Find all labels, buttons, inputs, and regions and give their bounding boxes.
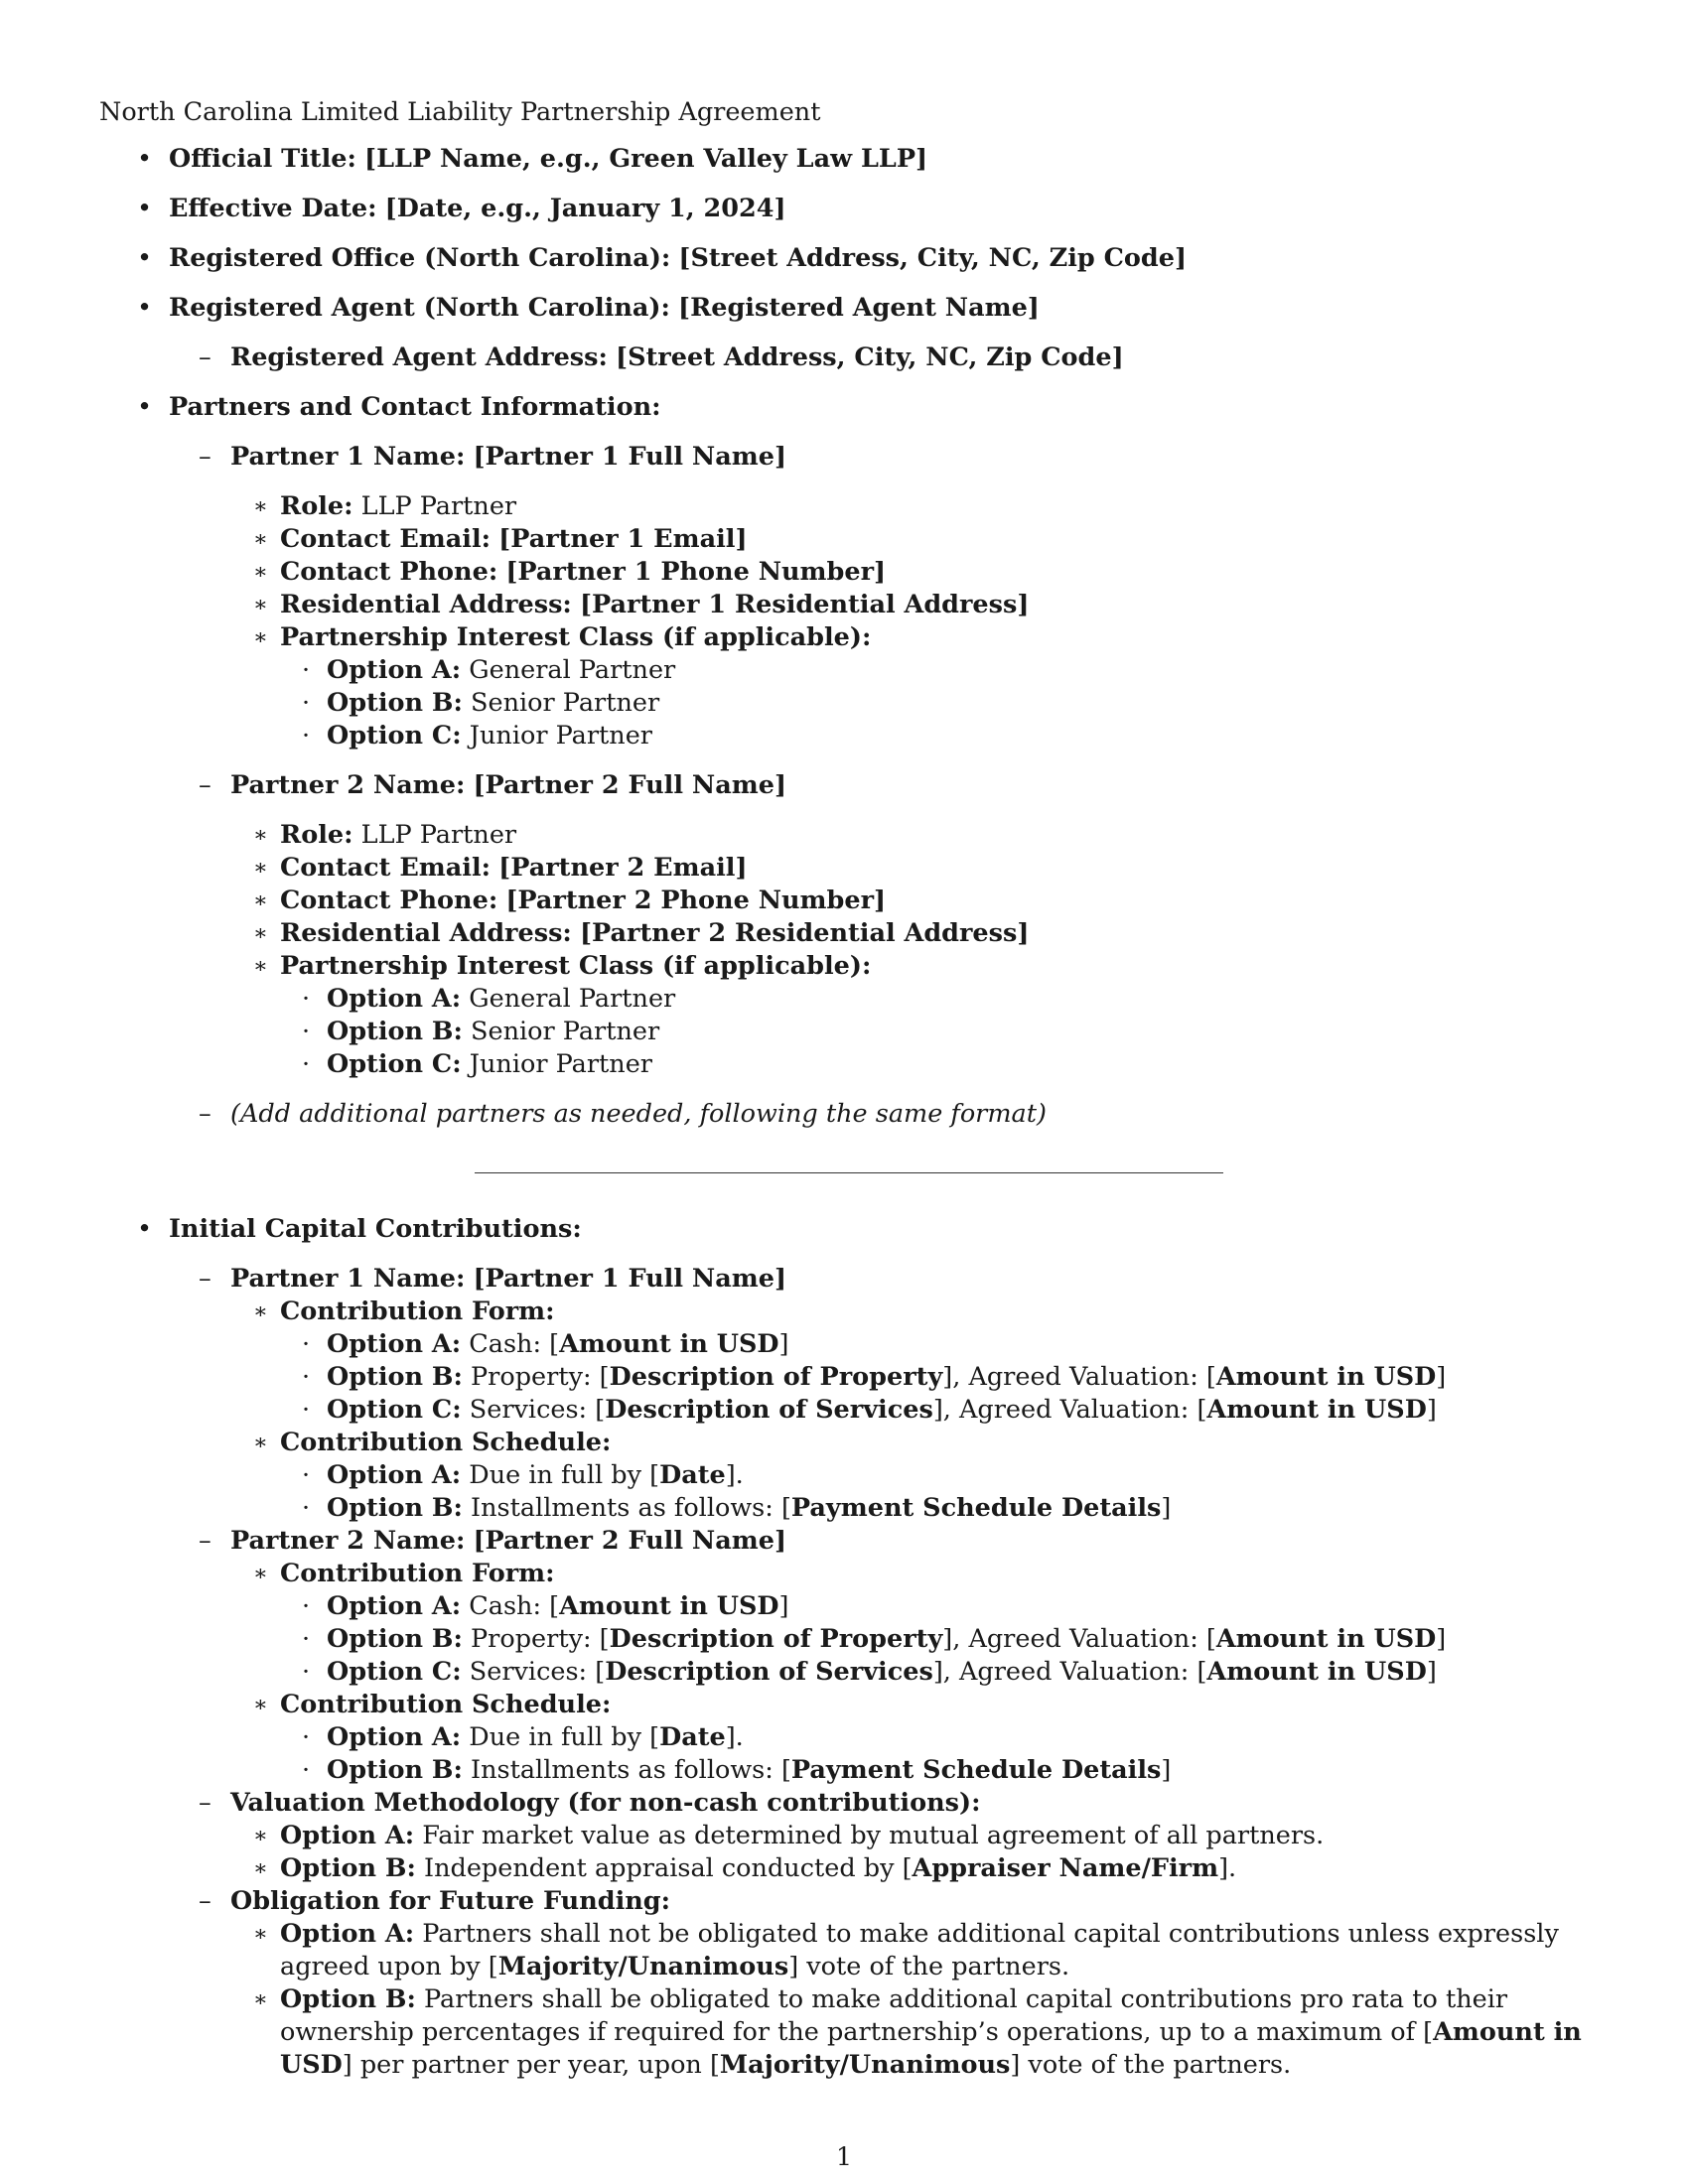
valuation-option-b: ∗ Option B: Independent appraisal conducted by [Appraiser Name/Firm].	[253, 1853, 1237, 1883]
partner-1-name-item: – Partner 1 Name: [Partner 1 Full Name]	[199, 442, 787, 472]
dot-icon: ·	[302, 1460, 311, 1490]
registered-office-label: Registered Office (North Carolina):	[169, 243, 671, 273]
partner-2-role: ∗ Role: LLP Partner	[253, 820, 517, 850]
agent-address-value: [Street Address, City, NC, Zip Code]	[616, 342, 1124, 372]
future-funding-option-b: ∗ Option B: Partners shall be obligated to make additional capital contributions pro rata to their ownership percentages if required for the partnership’s operations, up to a maximum of [Amount in USD] per partner per year, upon [Majority/Unanimous] vote of the partners.	[253, 1984, 1582, 2080]
partner-2-email: ∗ Contact Email: [Partner 2 Email]	[253, 853, 748, 883]
dash-icon: –	[199, 1264, 211, 1294]
partner-2-option-c: · Option C: Junior Partner	[302, 1049, 652, 1079]
bullet-icon: •	[137, 243, 153, 273]
agent-address-label: Registered Agent Address:	[230, 342, 608, 372]
registered-agent-value: [Registered Agent Name]	[678, 293, 1040, 323]
partner-2-option-b: · Option B: Senior Partner	[302, 1017, 660, 1046]
asterisk-icon: ∗	[253, 1299, 268, 1324]
dot-icon: ·	[302, 1329, 311, 1359]
dot-icon: ·	[302, 1624, 311, 1654]
bullet-icon: •	[137, 1214, 153, 1244]
registered-agent-label: Registered Agent (North Carolina):	[169, 293, 670, 323]
capital-partner-1-schedule: ∗ Contribution Schedule:	[253, 1428, 612, 1457]
capital-partner-2-form-option-b: · Option B: Property: [Description of Property], Agreed Valuation: [Amount in USD]	[302, 1624, 1447, 1654]
asterisk-icon: ∗	[253, 494, 268, 519]
official-title-item	[99, 143, 1599, 176]
bullet-icon: •	[137, 144, 153, 174]
capital-partner-2-form-option-a: · Option A: Cash: [Amount in USD]	[302, 1591, 789, 1621]
dot-icon: ·	[302, 655, 311, 685]
capital-partner-2-form: ∗ Contribution Form:	[253, 1559, 555, 1588]
dot-icon: ·	[302, 1017, 311, 1046]
partner-1-interest-class: ∗ Partnership Interest Class (if applicable):	[253, 622, 872, 652]
asterisk-icon: ∗	[253, 625, 268, 650]
capital-partner-1-form-option-b: · Option B: Property: [Description of Property], Agreed Valuation: [Amount in USD]	[302, 1362, 1447, 1392]
asterisk-icon: ∗	[253, 1562, 268, 1586]
page-number: 1	[835, 2142, 853, 2172]
official-title-label: Official Title:	[169, 144, 356, 174]
dash-icon: –	[199, 1099, 211, 1129]
future-funding-heading: – Obligation for Future Funding:	[199, 1886, 671, 1916]
partner-2-address: ∗ Residential Address: [Partner 2 Residential Address]	[253, 918, 1030, 948]
asterisk-icon: ∗	[253, 560, 268, 585]
dot-icon: ·	[302, 1722, 311, 1752]
asterisk-icon: ∗	[253, 921, 268, 946]
partner-2-interest-class: ∗ Partnership Interest Class (if applicable):	[253, 951, 872, 981]
partner-1-email: ∗ Contact Email: [Partner 1 Email]	[253, 524, 748, 554]
capital-partner-1-form-option-c: · Option C: Services: [Description of Services], Agreed Valuation: [Amount in USD]	[302, 1395, 1437, 1425]
valuation-methodology-heading: – Valuation Methodology (for non-cash contributions):	[199, 1788, 981, 1818]
agent-address-item	[99, 341, 1599, 374]
partner-1-address: ∗ Residential Address: [Partner 1 Residential Address]	[253, 590, 1030, 619]
dash-icon: –	[199, 1526, 211, 1556]
effective-date-label: Effective Date:	[169, 194, 377, 223]
dot-icon: ·	[302, 721, 311, 751]
capital-partner-2-form-option-c: · Option C: Services: [Description of Services], Agreed Valuation: [Amount in USD]	[302, 1657, 1437, 1687]
partner-2-name-item: – Partner 2 Name: [Partner 2 Full Name]	[199, 770, 787, 800]
dot-icon: ·	[302, 688, 311, 718]
partner-1-option-c: · Option C: Junior Partner	[302, 721, 652, 751]
dot-icon: ·	[302, 1362, 311, 1392]
bullet-icon: •	[137, 293, 153, 323]
partner-1-phone: ∗ Contact Phone: [Partner 1 Phone Number]	[253, 557, 887, 587]
future-funding-option-a: ∗ Option A: Partners shall not be obligated to make additional capital contributions unless expressly agreed upon by [Majority/Unanimous] vote of the partners.	[253, 1919, 1559, 1981]
asterisk-icon: ∗	[253, 527, 268, 552]
capital-partner-2-schedule: ∗ Contribution Schedule:	[253, 1690, 612, 1719]
partner-1-option-b: · Option B: Senior Partner	[302, 688, 660, 718]
dash-icon: –	[199, 1886, 211, 1916]
asterisk-icon: ∗	[253, 856, 268, 881]
asterisk-icon: ∗	[253, 1431, 268, 1455]
asterisk-icon: ∗	[253, 888, 268, 913]
asterisk-icon: ∗	[253, 1824, 268, 1848]
capital-partner-1-schedule-option-b: · Option B: Installments as follows: [Payment Schedule Details]	[302, 1493, 1172, 1523]
document-title: North Carolina Limited Liability Partnership Agreement	[99, 97, 821, 127]
asterisk-icon: ∗	[253, 1987, 268, 2012]
registered-office-value: [Street Address, City, NC, Zip Code]	[678, 243, 1188, 273]
partners-section-heading: • Partners and Contact Information:	[137, 392, 661, 422]
dot-icon: ·	[302, 1493, 311, 1523]
capital-section-heading: • Initial Capital Contributions:	[137, 1214, 582, 1244]
dot-icon: ·	[302, 1395, 311, 1425]
partner-2-option-a: · Option A: General Partner	[302, 984, 676, 1014]
additional-partners-note: – (Add additional partners as needed, following the same format)	[199, 1099, 1047, 1129]
dash-icon: –	[199, 770, 211, 800]
bullet-icon: •	[137, 194, 153, 223]
document-body	[99, 96, 1599, 2082]
asterisk-icon: ∗	[253, 954, 268, 979]
valuation-option-a: ∗ Option A: Fair market value as determined by mutual agreement of all partners.	[253, 1821, 1325, 1850]
dash-icon: –	[199, 442, 211, 472]
capital-partner-2-schedule-option-b: · Option B: Installments as follows: [Payment Schedule Details]	[302, 1755, 1172, 1785]
dot-icon: ·	[302, 1755, 311, 1785]
asterisk-icon: ∗	[253, 823, 268, 848]
capital-partner-2-schedule-option-a: · Option A: Due in full by [Date].	[302, 1722, 744, 1752]
capital-partner-1-schedule-option-a: · Option A: Due in full by [Date].	[302, 1460, 744, 1490]
dot-icon: ·	[302, 1657, 311, 1687]
partner-1-role: ∗ Role: LLP Partner	[253, 491, 517, 521]
dot-icon: ·	[302, 1591, 311, 1621]
section-divider	[475, 1172, 1223, 1173]
effective-date-value: [Date, e.g., January 1, 2024]	[384, 194, 786, 223]
registered-office-item	[99, 242, 1599, 275]
dash-icon: –	[199, 342, 211, 372]
dot-icon: ·	[302, 1049, 311, 1079]
effective-date-item	[99, 193, 1599, 225]
registered-agent-item	[99, 292, 1599, 325]
asterisk-icon: ∗	[253, 1922, 268, 1947]
dash-icon: –	[199, 1788, 211, 1818]
capital-partner-1-form: ∗ Contribution Form:	[253, 1297, 555, 1326]
capital-partner-2-name: – Partner 2 Name: [Partner 2 Full Name]	[199, 1526, 787, 1556]
asterisk-icon: ∗	[253, 1693, 268, 1717]
asterisk-icon: ∗	[253, 1856, 268, 1881]
partner-1-option-a: · Option A: General Partner	[302, 655, 676, 685]
bullet-icon: •	[137, 392, 153, 422]
partner-2-phone: ∗ Contact Phone: [Partner 2 Phone Number]	[253, 886, 887, 915]
official-title-value: [LLP Name, e.g., Green Valley Law LLP]	[364, 144, 928, 174]
dot-icon: ·	[302, 984, 311, 1014]
capital-partner-1-form-option-a: · Option A: Cash: [Amount in USD]	[302, 1329, 789, 1359]
capital-partner-1-name: – Partner 1 Name: [Partner 1 Full Name]	[199, 1264, 787, 1294]
asterisk-icon: ∗	[253, 593, 268, 617]
